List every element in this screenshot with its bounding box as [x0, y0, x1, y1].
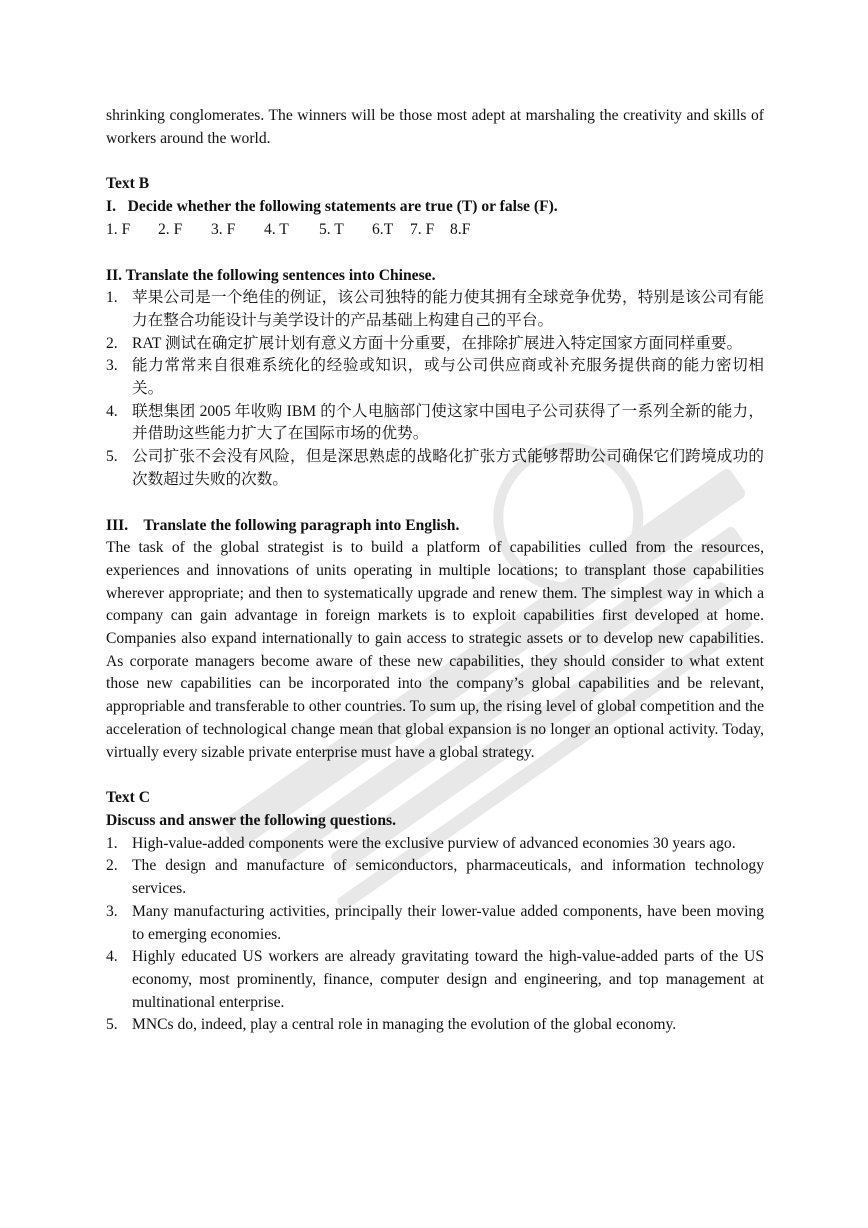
- text-b-part1-heading: I. Decide whether the following statements are true (T) or false (F).: [106, 198, 558, 216]
- answer-7: 7. F: [410, 220, 435, 238]
- item-text: Highly educated US workers are already gravitating toward the high-value-added parts of the US economy, most prominently, finance, computer design and engineering, and top management at multinational enterprise.: [132, 948, 764, 1011]
- list-item: [106, 855, 764, 900]
- text-b-part3-heading: III. Translate the following paragraph into English.: [106, 516, 460, 534]
- text-b-part2-heading: II. Translate the following sentences into Chinese.: [106, 266, 436, 284]
- answer-1: 1. F: [106, 220, 131, 238]
- list-item: [106, 401, 764, 446]
- list-item: [106, 1014, 764, 1037]
- answer-4: 4. T: [264, 220, 289, 238]
- item-number: 5.: [106, 1016, 118, 1034]
- english-translation-paragraph: The task of the global strategist is to build a platform of capabilities culled from the resources, experiences and innovations of units operating in multiple locations; to transplant those capabilities wherever appropriate; and then to systematically upgrade and renew them. The simplest way in which a company can gain advantage in foreign markets is to exploit capabilities first developed at home. Companies also expand internationally to gain access to strategic assets or to develop new capabilities. As corporate managers become aware of these new capabilities, they should consider to what extent those new capabilities can be incorporated into the company’s global capabilities and be relevant, appropriable and transferable to other countries. To sum up, the rising level of global competition and the acceleration of technological change mean that global expansion is no longer an optional activity. Today, virtually every sizable private enterprise must have a global strategy.: [106, 539, 764, 761]
- item-number: 5.: [106, 448, 118, 466]
- item-number: 1.: [106, 834, 118, 852]
- item-number: 2.: [106, 334, 118, 352]
- answer-6: 6.T: [372, 220, 394, 238]
- item-number: 1.: [106, 289, 118, 307]
- discussion-answer-list: [106, 833, 764, 1037]
- item-number: 4.: [106, 402, 118, 420]
- item-text: High-value-added components were the exclusive purview of advanced economies 30 years ago.: [132, 834, 736, 852]
- answer-8: 8.F: [450, 220, 471, 238]
- document-page: [106, 105, 764, 1037]
- text-b-title: Text B: [106, 175, 150, 193]
- answer-3: 3. F: [211, 220, 236, 238]
- list-item: [106, 446, 764, 491]
- item-number: 4.: [106, 948, 118, 966]
- item-text: 联想集团 2005 年收购 IBM 的个人电脑部门使这家中国电子公司获得了一系列全新的能力，并借助这些能力扩大了在国际市场的优势。: [132, 402, 764, 443]
- item-text: 能力常常来自很难系统化的经验或知识，或与公司供应商或补充服务提供商的能力密切相关。: [132, 357, 764, 398]
- list-item: [106, 355, 764, 400]
- item-text: MNCs do, indeed, play a central role in managing the evolution of the global economy.: [132, 1016, 677, 1034]
- text-c-heading: Discuss and answer the following questions.: [106, 811, 396, 829]
- item-text: RAT 测试在确定扩展计划有意义方面十分重要，在排除扩展进入特定国家方面同样重要。: [132, 334, 743, 352]
- true-false-answers: [106, 219, 764, 242]
- intro-paragraph: shrinking conglomerates. The winners will be those most adept at marshaling the creativity and skills of workers around the world.: [106, 107, 764, 147]
- item-text: Many manufacturing activities, principally their lower-value added components, have been moving to emerging economies.: [132, 902, 764, 943]
- item-number: 3.: [106, 902, 118, 920]
- item-text: The design and manufacture of semiconductors, pharmaceuticals, and information technology services.: [132, 857, 764, 898]
- item-text: 公司扩张不会没有风险，但是深思熟虑的战略化扩张方式能够帮助公司确保它们跨境成功的次数超过失败的次数。: [132, 448, 764, 488]
- chinese-translation-list: [106, 287, 764, 491]
- list-item: [106, 287, 764, 332]
- answer-5: 5. T: [319, 220, 344, 238]
- text-c-title: Text C: [106, 789, 151, 807]
- list-item: [106, 833, 764, 856]
- list-item: [106, 946, 764, 1014]
- list-item: [106, 901, 764, 946]
- item-number: 3.: [106, 357, 118, 375]
- item-text: 苹果公司是一个绝佳的例证，该公司独特的能力使其拥有全球竞争优势，特别是该公司有能力在整合功能设计与美学设计的产品基础上构建自己的平台。: [132, 289, 764, 329]
- answer-2: 2. F: [158, 220, 183, 238]
- item-number: 2.: [106, 857, 118, 875]
- list-item: [106, 333, 764, 356]
